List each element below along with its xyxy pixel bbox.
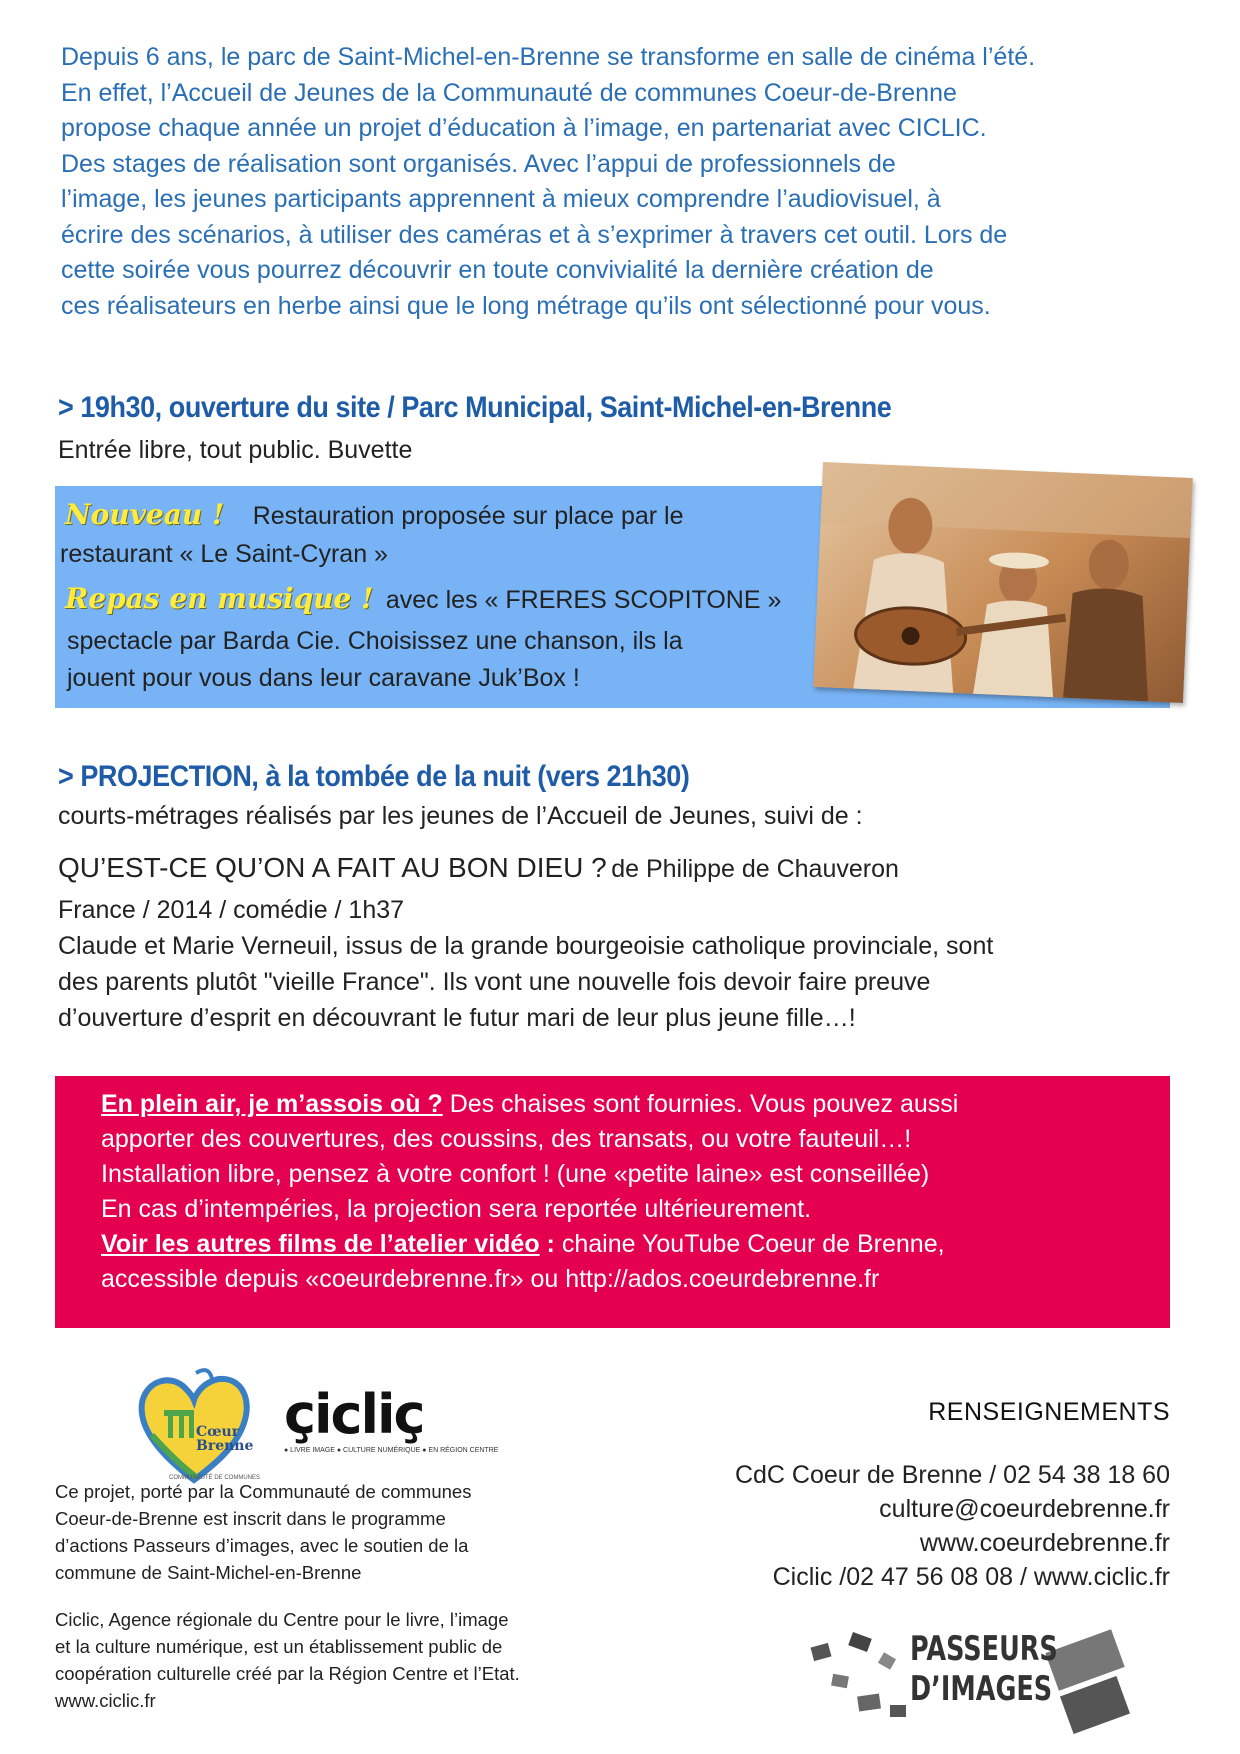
ciclic-tagline: ● LIVRE IMAGE ● CULTURE NUMÉRIQUE ● EN RÉGION CENTRE bbox=[284, 1447, 499, 1454]
intro-paragraph bbox=[61, 40, 1211, 324]
intro-line: cette soirée vous pourrez découvrir en toute convivialité la dernière création de bbox=[61, 256, 934, 284]
film-title: QU’EST-CE QU’ON A FAIT AU BON DIEU ? bbox=[58, 852, 607, 883]
ciclic-website[interactable]: www.ciclic.fr bbox=[55, 1690, 156, 1711]
intro-line: l’image, les jeunes participants apprennent à mieux comprendre l’audiovisuel, à bbox=[61, 185, 941, 213]
project-line: Ce projet, porté par la Communauté de communes bbox=[55, 1481, 472, 1502]
films-line bbox=[101, 1227, 958, 1262]
musicians-photo bbox=[813, 462, 1192, 703]
other-films-link[interactable]: Voir les autres films de l’atelier vidéo bbox=[101, 1230, 540, 1258]
logo-cdb-line1: Cœur bbox=[196, 1424, 240, 1440]
passeurs-line2: D’IMAGES bbox=[910, 1669, 1053, 1709]
contact-phone: CdC Coeur de Brenne / 02 54 38 18 60 bbox=[734, 1461, 1170, 1489]
passeurs-dimages-logo bbox=[810, 1625, 1150, 1735]
nouveau-text-2: restaurant « Le Saint-Cyran » bbox=[60, 540, 388, 568]
contact-website[interactable]: www.coeurdebrenne.fr bbox=[919, 1529, 1170, 1557]
ciclic-description bbox=[55, 1606, 635, 1714]
ciclic-line: et la culture numérique, est un établissement public de bbox=[55, 1636, 503, 1657]
logo-cdb-line2: Brenne bbox=[196, 1438, 254, 1454]
contact-ciclic: Ciclic /02 47 56 08 08 / www.ciclic.fr bbox=[772, 1563, 1170, 1591]
film-meta: France / 2014 / comédie / 1h37 bbox=[58, 896, 405, 924]
project-line: d’actions Passeurs d’images, avec le soutien de la bbox=[55, 1535, 469, 1556]
coeur-de-brenne-logo bbox=[134, 1365, 260, 1490]
contacts-block bbox=[610, 1458, 1170, 1594]
films-text: chaine YouTube Coeur de Brenne, bbox=[554, 1230, 945, 1258]
ciclic-line: coopération culturelle créé par la Région Centre et l’Etat. bbox=[55, 1663, 520, 1684]
opening-title: > 19h30, ouverture du site / Parc Municipal, Saint-Michel-en-Brenne bbox=[58, 391, 892, 424]
renseignements-title: RENSEIGNEMENTS bbox=[928, 1398, 1170, 1426]
info-line: En cas d’intempéries, la projection sera reportée ultérieurement. bbox=[101, 1195, 812, 1223]
synopsis-line: des parents plutôt "vieille France". Ils vont une nouvelle fois devoir faire preuve bbox=[58, 968, 931, 996]
synopsis-line: Claude et Marie Verneuil, issus de la grande bourgeoisie catholique provinciale, sont bbox=[58, 932, 994, 960]
nouveau-text: Restauration proposée sur place par le bbox=[252, 502, 684, 530]
contact-email[interactable]: culture@coeurdebrenne.fr bbox=[879, 1495, 1170, 1523]
projection-title: > PROJECTION, à la tombée de la nuit (vers 21h30) bbox=[58, 760, 690, 793]
film-director: de Philippe de Chauveron bbox=[611, 855, 899, 883]
info-line: apporter des couvertures, des coussins, des transats, ou votre fauteuil…! bbox=[101, 1125, 912, 1153]
seating-question: En plein air, je m’assois où ? bbox=[101, 1090, 443, 1118]
film-synopsis bbox=[58, 928, 993, 1036]
intro-line: En effet, l’Accueil de Jeunes de la Communauté de communes Coeur-de-Brenne bbox=[61, 78, 957, 107]
film-heading bbox=[58, 852, 899, 884]
repas-tag: Repas en musique ! bbox=[65, 582, 374, 615]
repas-text-3: jouent pour vous dans leur caravane Juk’Box ! bbox=[67, 664, 580, 692]
musicians-illustration bbox=[813, 462, 1192, 703]
films-colon: : bbox=[539, 1230, 555, 1258]
project-description bbox=[55, 1478, 615, 1586]
ciclic-wordmark: çicliç bbox=[284, 1383, 424, 1446]
passeurs-line1: PASSEURS bbox=[910, 1629, 1058, 1669]
intro-line: propose chaque année un projet d’éducation à l’image, en partenariat avec CICLIC. bbox=[61, 114, 987, 142]
intro-line: ces réalisateurs en herbe ainsi que le long métrage qu’ils ont sélectionné pour vous. bbox=[61, 291, 991, 320]
opening-subtitle: Entrée libre, tout public. Buvette bbox=[58, 436, 413, 464]
intro-line: Depuis 6 ans, le parc de Saint-Michel-en-Brenne se transforme en salle de cinéma l’été. bbox=[61, 43, 1036, 71]
seating-line bbox=[101, 1087, 958, 1122]
ciclic-logo bbox=[284, 1385, 498, 1454]
nouveau-tag: Nouveau ! bbox=[65, 498, 225, 531]
repas-text: avec les « FRERES SCOPITONE » bbox=[385, 586, 782, 614]
repas-text-2: spectacle par Barda Cie. Choisissez une chanson, ils la bbox=[67, 627, 683, 655]
intro-line: Des stages de réalisation sont organisés. Avec l’appui de professionnels de bbox=[61, 149, 896, 178]
project-line: commune de Saint-Michel-en-Brenne bbox=[55, 1562, 362, 1583]
projection-subtitle: courts-métrages réalisés par les jeunes de l’Accueil de Jeunes, suivi de : bbox=[58, 802, 863, 830]
info-line: accessible depuis «coeurdebrenne.fr» ou http://ados.coeurdebrenne.fr bbox=[101, 1265, 880, 1293]
synopsis-line: d’ouverture d’esprit en découvrant le futur mari de leur plus jeune fille…! bbox=[58, 1004, 856, 1032]
seating-answer: Des chaises sont fournies. Vous pouvez aussi bbox=[442, 1090, 959, 1118]
logo-cdb-sub: COMMUNAUTÉ DE COMMUNES bbox=[169, 1475, 260, 1481]
intro-line: écrire des scénarios, à utiliser des caméras et à s’exprimer à travers cet outil. Lors de bbox=[61, 220, 1008, 249]
ciclic-line: Ciclic, Agence régionale du Centre pour le livre, l’image bbox=[55, 1609, 509, 1630]
project-line: Coeur-de-Brenne est inscrit dans le programme bbox=[55, 1508, 446, 1529]
info-box bbox=[55, 1076, 1170, 1328]
info-line: Installation libre, pensez à votre confort ! (une «petite laine» est conseillée) bbox=[101, 1160, 930, 1188]
